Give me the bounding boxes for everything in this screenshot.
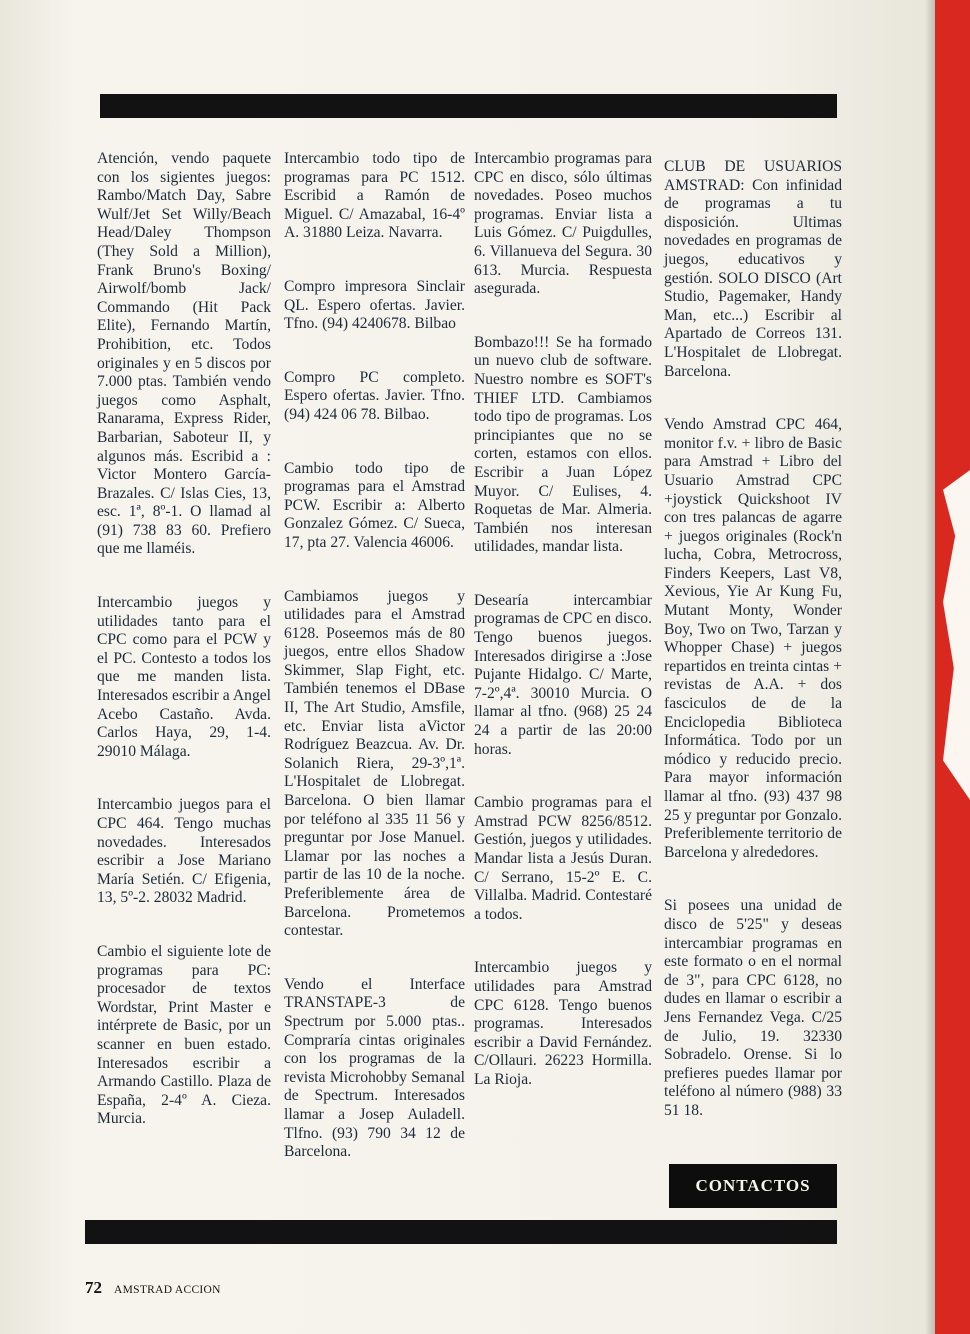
column-4 bbox=[664, 158, 842, 1156]
classified-ad: Bombazo!!! Se ha formado un nuevo club de software. Nuestro nombre es SOFT's THIEF LTD. Cambiamos todo tipo de programas. Los principiantes que no se corten, estamos con ellos. Escribir a Juan López Muyor. C/ Eulises, 4. Roquetas de Mar. Almeria. También nos interesan utilidades, mandar lista. bbox=[474, 333, 652, 556]
classified-ad: Cambio todo tipo de programas para el Amstrad PCW. Escribir a: Alberto Gonzalez Gómez. C/ Sueca, 17, pta 27. Valencia 46006. bbox=[284, 459, 465, 551]
classified-ad: Intercambio todo tipo de programas para PC 1512. Escribid a Ramón de Miguel. C/ Amazabal, 16-4º A. 31880 Leiza. Navarra. bbox=[284, 150, 465, 242]
top-rule bbox=[100, 94, 837, 118]
bottom-rule bbox=[85, 1220, 837, 1244]
classified-ad: Cambiamos juegos y utilidades para el Amstrad 6128. Poseemos más de 80 juegos, entre ellos Shadow Skimmer, Slap Fight, etc. También tenemos el DBase II, The Art Studio, Amsfile, etc. Enviar lista aVictor Rodríguez Beazcua. Av. Dr. Solanich Riera, 29-3º,1ª. L'Hospitalet de Llobregat. Barcelona. O bien llamar por teléfono al 335 11 56 y preguntar por Jose Manuel. Llamar por las noches a partir de las 10 de la noche. Preferiblemente área de Barcelona. Prometemos contestar. bbox=[284, 587, 465, 940]
next-page-edge bbox=[935, 0, 970, 1334]
classified-ad: Atención, vendo paquete con los sigientes juegos: Rambo/Match Day, Sabre Wulf/Jet Set Willy/Beach Head/Daley Thompson (They Sold a Million), Frank Bruno's Boxing/ Airwolf/bomb Jack/ Commando (Hit Pack Elite), Fernando Martín, Prohibition, etc. Todos originales y en 5 discos por 7.000 ptas. También vendo juegos como Asphalt, Ranarama, Express Rider, Barbarian, Saboteur II, y algunos más. Escribid a : Victor Montero García-Brazales. C/ Islas Cies, 13, esc. 1ª, 8º-1. O llamad al (91) 738 83 60. Prefiero que me llaméis. bbox=[97, 150, 271, 558]
classified-ad: Cambio programas para el Amstrad PCW 8256/8512. Gestión, juegos y utilidades. Mandar lista a Jesús Duran. C/ Serrano, 15-2º E. C. Villalba. Madrid. Contestaré a todos. bbox=[474, 794, 652, 923]
classified-ad: Compro impresora Sinclair QL. Espero ofertas. Javier. Tfno. (94) 4240678. Bilbao bbox=[284, 277, 465, 333]
classified-ad: Intercambio juegos y utilidades tanto para el CPC como para el PCW y el PC. Contesto a todos los que me manden lista. Interesados escribir a Angel Acebo Castaño. Avda. Carlos Haya, 29, 1-4. 29010 Málaga. bbox=[97, 594, 271, 760]
classified-ad: Cambio el siguiente lote de programas para PC: procesador de textos Wordstar, Print Master e intérprete de Basic, por un scanner en buen estado. Interesados escribir a Armando Castillo. Plaza de España, 2-4º A. Cieza. Murcia. bbox=[97, 942, 271, 1128]
column-1 bbox=[97, 150, 271, 1164]
column-3 bbox=[474, 150, 652, 1125]
section-label: CONTACTOS bbox=[669, 1164, 837, 1208]
classified-ad: Vendo el Interface TRANSTAPE-3 de Spectrum por 5.000 ptas.. Compraría cintas originales con los programas de la revista Microhobby Semanal de Spectrum. Interesados llamar a Josep Auladell. Tlfno. (93) 790 34 12 de Barcelona. bbox=[284, 975, 465, 1161]
page-footer bbox=[85, 1278, 221, 1298]
classified-ad: Intercambio programas para CPC en disco, sólo últimas novedades. Poseo muchos programas. Enviar lista a Luis Gómez. C/ Puigdulles, 6. Villanueva del Segura. 30 613. Murcia. Respuesta asegurada. bbox=[474, 150, 652, 298]
page-number: 72 bbox=[85, 1278, 102, 1297]
classified-ad: Vendo Amstrad CPC 464, monitor f.v. + libro de Basic para Amstrad + Libro del Usuario Amstrad CPC +joystick Quickshoot IV con tres palancas de agarre + juegos originales (Rock'n lucha, Cobra, Metrocross, Finders Keepers, Last V8, Xevious, Yie Ar Kung Fu, Mutant Monty, Wonder Boy, Two on Two, Tarzan y Whopper Chase) + juegos repartidos en treinta cintas + revistas de A.A. + dos fasciculos de de la Enciclopedia Biblioteca Informática. Todo por un módico y reducido precio. Para mayor información llamar al tfno. (93) 437 98 25 y preguntar por Gonzalo. Preferiblemente territorio de Barcelona y alrededores. bbox=[664, 416, 842, 861]
classified-ad: CLUB DE USUARIOS AMSTRAD: Con infinidad de programas a tu disposición. Ultimas novedades en programas de juegos, educativos y gestión. SOLO DISCO (Art Studio, Pagemaker, Handy Man, etc...) Escribir al Apartado de Correos 131. L'Hospitalet de Llobregat. Barcelona. bbox=[664, 158, 842, 380]
classified-ad: Intercambio juegos y utilidades para Amstrad CPC 6128. Tengo buenos programas. Interesados escribir a David Fernández. C/Ollauri. 26223 Hormilla. La Rioja. bbox=[474, 959, 652, 1088]
classified-ad: Desearía intercambiar programas de CPC en disco. Tengo buenos juegos. Interesados dirigirse a :Jose Pujante Hidalgo. C/ Marte, 7-2º,4ª. 30010 Murcia. O llamar al tfno. (968) 25 24 24 a partir de las 20:00 horas. bbox=[474, 591, 652, 758]
next-page-graphic bbox=[943, 470, 970, 800]
classified-ad: Si posees una unidad de disco de 5'25" y deseas intercambiar programas en este formato o en el normal de 3", para CPC 6128, no dudes en llamar o escribir a Jens Fernandez Vega. C/25 de Julio, 19. 32330 Sobradelo. Orense. Si lo prefieres puedes llamar por teléfono al número (988) 33 51 18. bbox=[664, 897, 842, 1119]
magazine-name: AMSTRAD ACCION bbox=[114, 1284, 221, 1296]
classified-ad: Intercambio juegos para el CPC 464. Tengo muchas novedades. Interesados escribir a Jose Mariano María Setién. C/ Efigenia, 13, 5º-2. 28032 Madrid. bbox=[97, 796, 271, 907]
classified-ad: Compro PC completo. Espero ofertas. Javier. Tfno. (94) 424 06 78. Bilbao. bbox=[284, 368, 465, 423]
column-2 bbox=[284, 150, 465, 1197]
